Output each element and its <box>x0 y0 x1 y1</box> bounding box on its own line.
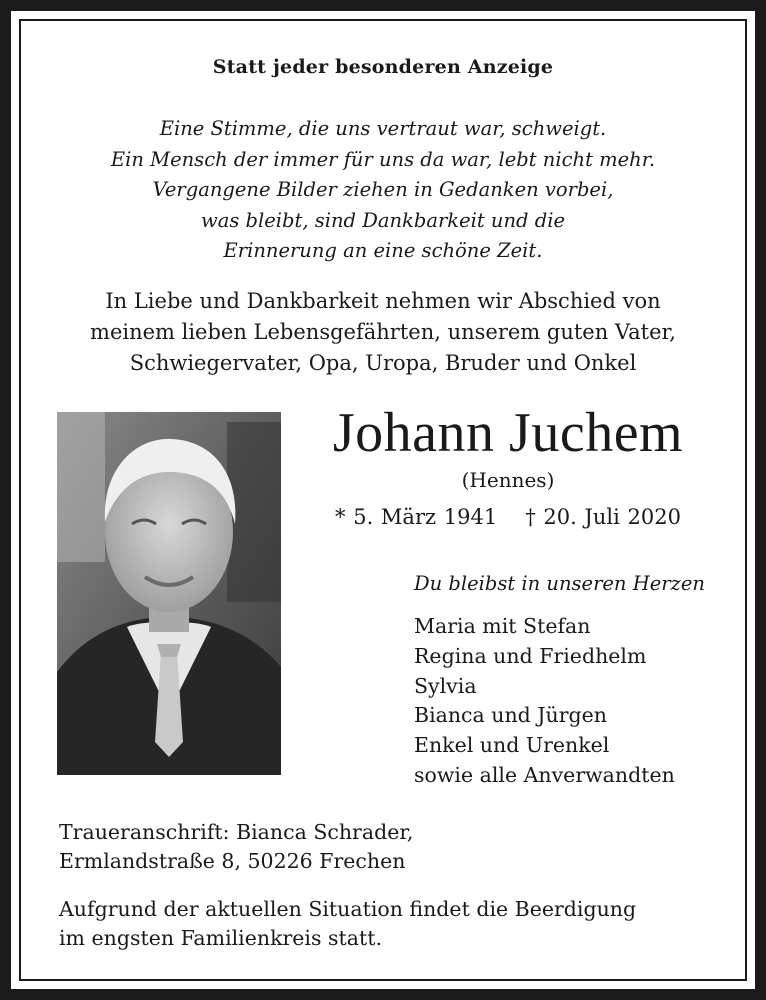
birth-date: * 5. März 1941 <box>335 505 498 529</box>
mourners-list <box>414 612 675 791</box>
mourner: Bianca und Jürgen <box>414 703 607 728</box>
mourning-address <box>59 818 413 876</box>
intro-line: Schwiegervater, Opa, Uropa, Bruder und Onkel <box>129 351 637 375</box>
intro-text <box>0 286 766 379</box>
mourner: sowie alle Anverwandten <box>414 762 675 787</box>
deceased-name: Johann Juchem <box>332 402 684 464</box>
mourner: Regina und Friedhelm <box>414 643 647 668</box>
life-dates <box>298 505 718 529</box>
portrait-photo <box>57 412 281 775</box>
mourner: Enkel und Urenkel <box>414 733 610 758</box>
address-line: Traueranschrift: Bianca Schrader, <box>59 820 414 844</box>
notice-line: Aufgrund der aktuellen Situation findet die Beerdigung <box>59 897 637 921</box>
poem <box>0 114 766 267</box>
mourner: Sylvia <box>414 673 477 698</box>
poem-line: Vergangene Bilder ziehen in Gedanken vorbei, <box>152 178 614 201</box>
address-line: Ermlandstraße 8, 50226 Frechen <box>59 849 406 873</box>
mourner: Maria mit Stefan <box>414 614 591 638</box>
intro-line: In Liebe und Dankbarkeit nehmen wir Abschied von <box>105 289 661 313</box>
motto: Du bleibst in unseren Herzen <box>414 572 705 595</box>
notice-line: im engsten Familienkreis statt. <box>59 926 382 950</box>
heading: Statt jeder besonderen Anzeige <box>212 56 554 78</box>
poem-line: Eine Stimme, die uns vertraut war, schweigt. <box>159 117 607 140</box>
portrait-illustration <box>57 412 281 775</box>
poem-line: was bleibt, sind Dankbarkeit und die <box>201 208 565 232</box>
poem-line: Erinnerung an eine schöne Zeit. <box>223 239 543 262</box>
deceased-nickname: (Hennes) <box>461 468 555 492</box>
funeral-notice <box>59 895 636 953</box>
poem-line: Ein Mensch der immer für uns da war, lebt nicht mehr. <box>110 147 656 171</box>
death-date: † 20. Juli 2020 <box>525 505 681 529</box>
intro-line: meinem lieben Lebensgefährten, unserem guten Vater, <box>90 320 676 344</box>
